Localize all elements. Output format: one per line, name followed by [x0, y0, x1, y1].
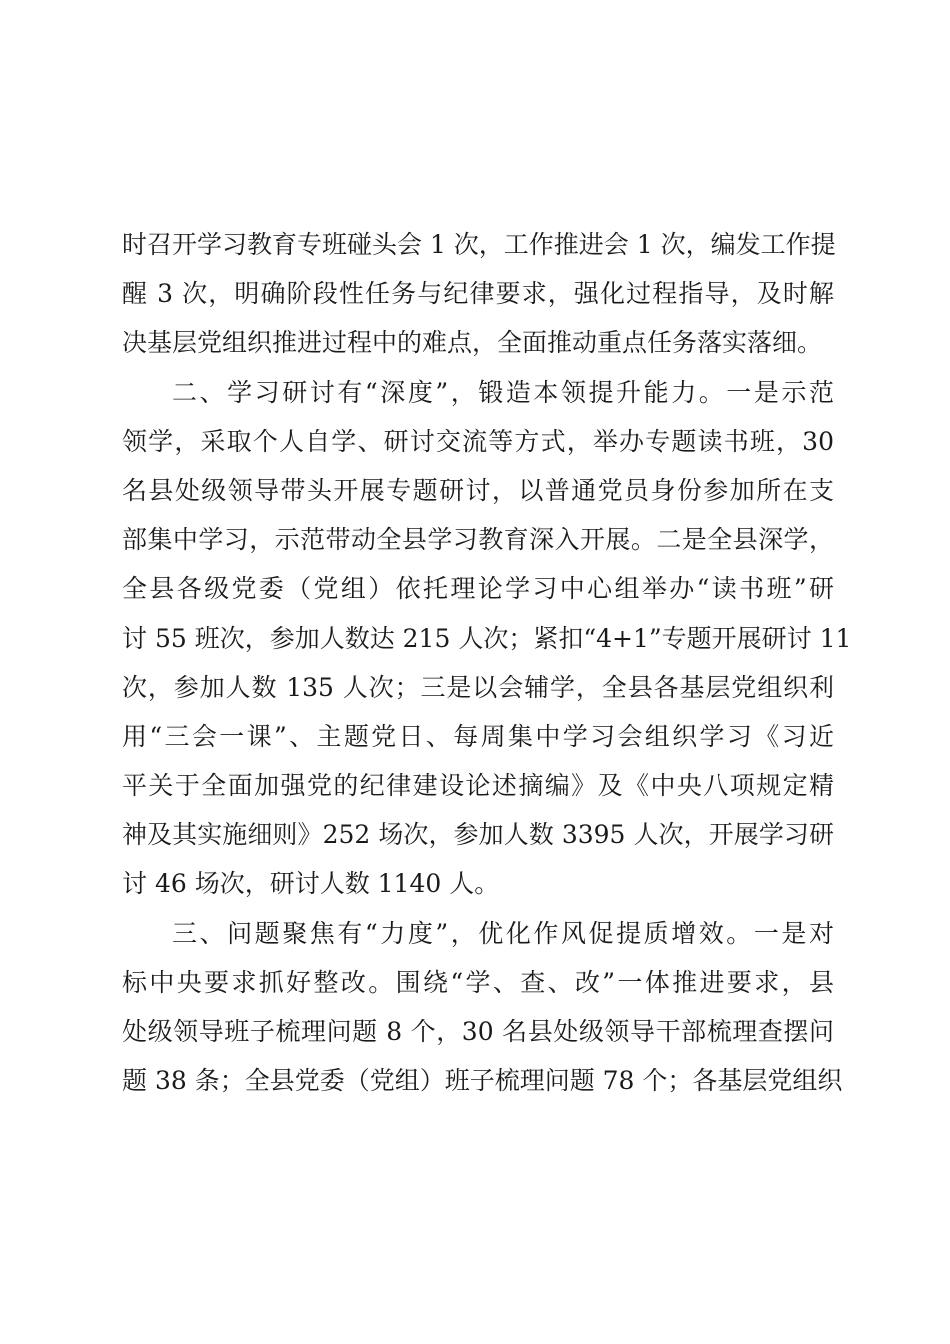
paragraph-2-line-11: 讨 46 场次，研讨人数 1140 人。	[122, 869, 500, 899]
paragraph-3-line-4: 题 38 条；全县党委（党组）班子梳理问题 78 个；各基层党组织	[122, 1066, 843, 1096]
paragraph-2-line-8: 用“三会一课”、主题党日、每周集中学习会组织学习《习近	[122, 721, 834, 751]
paragraph-3-line-3: 处级领导班子梳理问题 8 个，30 名县处级领导干部梳理查摆问	[122, 1017, 834, 1046]
paragraph-2-line-7: 次，参加人数 135 人次；三是以会辅学，全县各基层党组织利	[122, 672, 834, 702]
paragraph-3-line-1: 三、问题聚焦有“力度”，优化作风促提质增效。一是对	[172, 918, 834, 948]
paragraph-3-line-2: 标中央要求抓好整改。围绕“学、查、改”一体推进要求，县	[122, 967, 834, 997]
paragraph-1-line-1: 时召开学习教育专班碰头会 1 次，工作推进会 1 次，编发工作提	[122, 230, 836, 259]
document-body	[122, 220, 852, 1105]
paragraph-2-line-3: 名县处级领导带头开展专题研讨，以普通党员身份参加所在支	[122, 475, 834, 505]
paragraph-2-line-4: 部集中学习，示范带动全县学习教育深入开展。二是全县深学，	[122, 525, 834, 555]
paragraph-2-line-10: 神及其实施细则》252 场次，参加人数 3395 人次，开展学习研	[122, 820, 834, 850]
paragraph-1-line-3: 决基层党组织推进过程中的难点，全面推动重点任务落实落细。	[122, 328, 823, 358]
paragraph-2-line-2: 领学，采取个人自学、研讨交流等方式，举办专题读书班，30	[122, 426, 834, 456]
paragraph-2-line-6: 讨 55 班次，参加人数达 215 人次；紧扣“4+1”专题开展研讨 11	[122, 623, 852, 653]
paragraph-2-line-1: 二、学习研讨有“深度”，锻造本领提升能力。一是示范	[172, 377, 834, 407]
paragraph-2-line-5: 全县各级党委（党组）依托理论学习中心组举办“读书班”研	[122, 574, 834, 604]
paragraph-2-line-9: 平关于全面加强党的纪律建设论述摘编》及《中央八项规定精	[122, 771, 834, 801]
paragraph-1-line-2: 醒 3 次，明确阶段性任务与纪律要求，强化过程指导，及时解	[122, 279, 834, 309]
